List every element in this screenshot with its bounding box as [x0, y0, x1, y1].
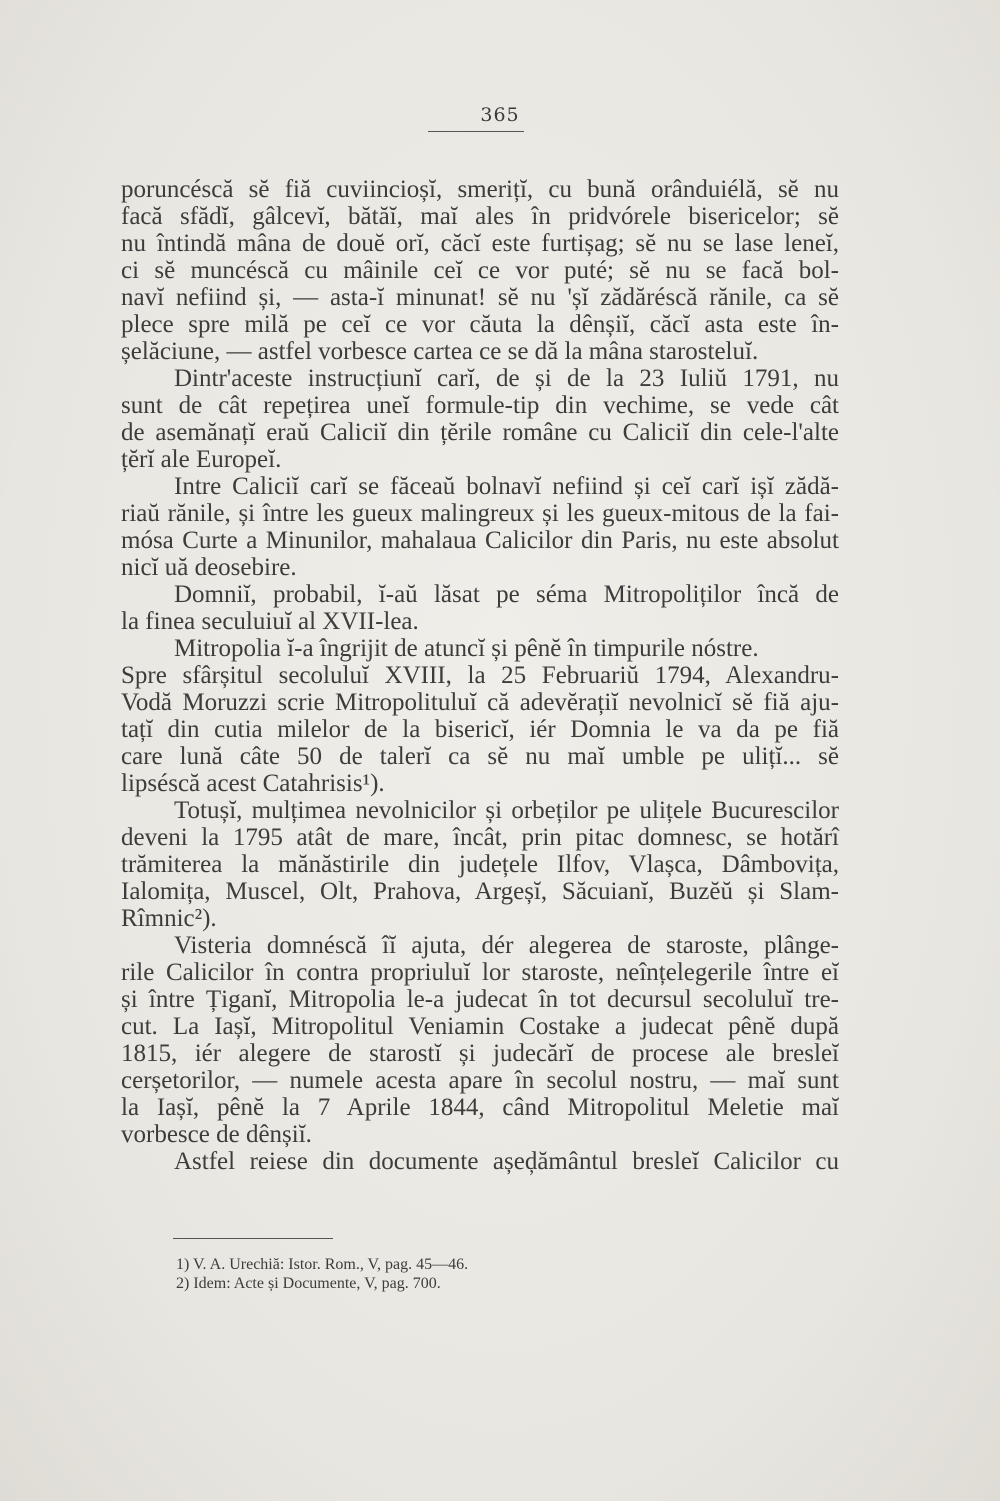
text-line: care lună câte 50 de talerĭ ca sĕ nu maĭ umble pe ulițĭ... sĕ [121, 743, 839, 770]
text-line: țĕrĭ ale Europeĭ. [121, 446, 282, 473]
text-line: vorbesce de dênșiĭ. [121, 1121, 312, 1148]
footnotes [176, 1255, 776, 1293]
text-line: navĭ nefiind și, — asta-ĭ minunat! sĕ nu 'șĭ zădăréscă rănile, ca sĕ [121, 284, 839, 311]
text-line: deveni la 1795 atât de mare, încât, prin pitac domnesc, se hotărî [121, 824, 839, 851]
page-number: 365 [480, 104, 520, 126]
text-line: poruncéscă sĕ fiă cuviincioșĭ, smerițĭ, cu bună orânduiélă, sĕ nu [121, 176, 839, 203]
text-line: nicĭ uă deosebire. [121, 554, 297, 581]
text-line: facă sfădĭ, gâlcevĭ, bătăĭ, maĭ ales în pridvórele bisericelor; sĕ [121, 203, 839, 230]
text-line: Rîmnic²). [121, 905, 217, 932]
text-line: Vodă Moruzzi scrie Mitropolituluĭ că adevĕrațiĭ nevolnicĭ sĕ fiă aju- [121, 689, 839, 716]
text-line: Astfel reiese din documente așeḑământul bresleĭ Calicilor cu [174, 1148, 839, 1175]
text-line: Domniĭ, probabil, ĭ-aŭ lăsat pe séma Mitropoliților încă de [174, 581, 839, 608]
text-line: Totușĭ, mulțimea nevolnicilor și orbeților pe ulițele Bucurescilor [174, 797, 839, 824]
text-line: Intre Caliciĭ carĭ se făceaŭ bolnavĭ nefiind și ceĭ carĭ ișĭ zădă- [174, 473, 839, 500]
text-line: riaŭ rănile, și între les gueux malingreux și les gueux-mitous de la fai- [121, 500, 839, 527]
text-line: tațĭ din cutia milelor de la bisericĭ, iér Domnia le va da pe fiă [121, 716, 839, 743]
text-line: ci sĕ muncéscă cu mâinile ceĭ ce vor puté; sĕ nu se facă bol- [121, 257, 839, 284]
text-line: Spre sfârșitul secoluluĭ XVIII, la 25 Februariŭ 1794, Alexandru- [121, 662, 839, 689]
text-line: trămiterea la mănăstirile din județele Ilfov, Vlașca, Dâmbovița, [121, 851, 839, 878]
text-line: Visteria domnéscă îĭ ajuta, dér alegerea de staroste, plânge- [174, 932, 839, 959]
text-line: la Iașĭ, pênĕ la 7 Aprile 1844, când Mitropolitul Meletie maĭ [121, 1094, 839, 1121]
footnote: 1) V. A. Urechiă: Istor. Rom., V, pag. 45—46. [176, 1256, 469, 1273]
footnote: 2) Idem: Acte și Documente, V, pag. 700. [176, 1275, 441, 1292]
text-line: Mitropolia ĭ-a îngrijit de atuncĭ și pênĕ în timpurile nóstre. [174, 635, 759, 662]
footnote-rule [173, 1238, 333, 1239]
text-line: Dintr'aceste instrucțiunĭ carĭ, de și de la 23 Iuliŭ 1791, nu [174, 365, 839, 392]
text-line: sunt de cât repețirea uneĭ formule-tip din vechime, se vede cât [121, 392, 839, 419]
text-line: nu întindă mâna de douĕ orĭ, căcĭ este furtișag; sĕ nu se lase leneĭ, [121, 230, 839, 257]
text-line: mósa Curte a Minunilor, mahalaua Calicilor din Paris, nu este absolut [121, 527, 839, 554]
text-line: cut. La Iașĭ, Mitropolitul Veniamin Costake a judecat pênĕ după [121, 1013, 839, 1040]
text-line: și între Țiganĭ, Mitropolia le-a judecat în tot decursul secoluluĭ tre- [121, 986, 839, 1013]
text-line: de asemănațĭ eraŭ Caliciĭ din țĕrile române cu Caliciĭ din cele-l'alte [121, 419, 839, 446]
text-line: Ialomița, Muscel, Olt, Prahova, Argeșĭ, Săcuianĭ, Buzĕŭ și Slam- [121, 878, 839, 905]
page-number-rule [428, 131, 524, 132]
text-line: la finea seculuiuĭ al XVII-lea. [121, 608, 419, 635]
text-line: rile Calicilor în contra propriuluĭ lor staroste, neînțelegerile între eĭ [121, 959, 839, 986]
body-text [121, 176, 839, 1175]
text-line: lipséscă acest Catahrisis¹). [121, 770, 385, 797]
text-line: 1815, iér alegere de starostĭ și judecărĭ de procese ale bresleĭ [121, 1040, 839, 1067]
text-line: plece spre milă pe ceĭ ce vor căuta la dênșiĭ, căcĭ asta este în- [121, 311, 839, 338]
text-line: cerșetorilor, — numele acesta apare în secolul nostru, — maĭ sunt [121, 1067, 839, 1094]
text-line: șelăciune, — astfel vorbesce cartea ce se dă la mâna starosteluĭ. [121, 338, 759, 365]
